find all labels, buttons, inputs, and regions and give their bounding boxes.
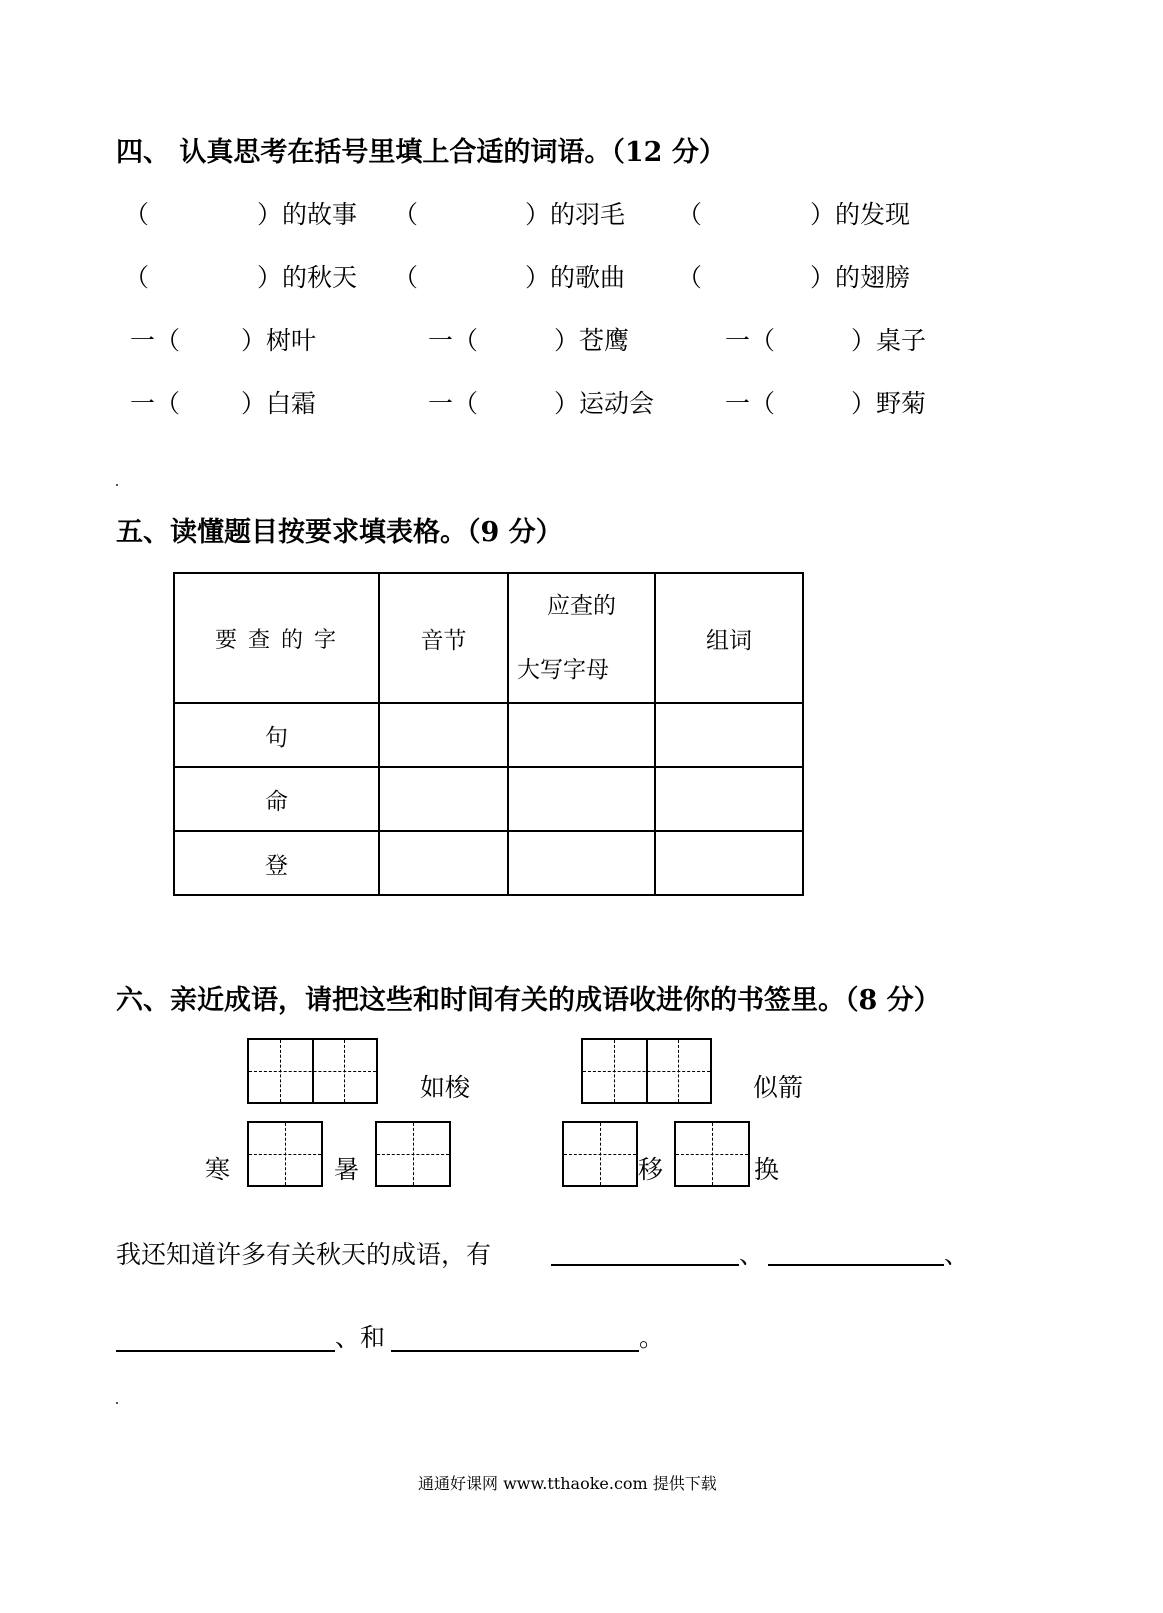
- phrase-tail: ）的翅膀: [810, 263, 911, 292]
- header-syllable: 音节: [379, 573, 508, 703]
- autumn-idioms-prompt: 我还知道许多有关秋天的成语，有: [116, 1240, 492, 1269]
- paren-open: （: [677, 263, 703, 292]
- paren-open: （: [124, 200, 150, 229]
- lookup-table: [173, 572, 804, 896]
- table-cell-word[interactable]: [655, 767, 803, 831]
- phrase-tail: ）的故事: [257, 200, 358, 229]
- table-cell-char: 命: [174, 767, 379, 831]
- stray-dot: [116, 484, 118, 486]
- header-char: 要 查 的 字: [174, 573, 379, 703]
- table-cell-capital[interactable]: [508, 767, 655, 831]
- idiom-4-char-b: 换: [754, 1155, 780, 1184]
- footer-credit: 通通好课网 www.tthaoke.com 提供下载: [418, 1474, 717, 1493]
- phrase-tail: ）的羽毛: [525, 200, 626, 229]
- phrase-tail: ）的发现: [810, 200, 911, 229]
- separator-1: 、: [739, 1240, 765, 1269]
- table-cell-char: 句: [174, 703, 379, 767]
- measure-word-tail: ）桌子: [851, 326, 927, 355]
- idiom-3-char-a: 寒: [205, 1155, 231, 1184]
- header-capital-line2: 大写字母: [517, 657, 609, 683]
- header-word: 组词: [655, 573, 803, 703]
- paren-open: （: [677, 200, 703, 229]
- measure-word-tail: ）树叶: [241, 326, 317, 355]
- idiom-3-char-b: 暑: [334, 1155, 360, 1184]
- table-cell-syllable[interactable]: [379, 831, 508, 895]
- idiom-3-box-2[interactable]: [375, 1121, 451, 1187]
- idiom-2-tail: 似箭: [753, 1073, 804, 1102]
- fill-row-2: [0, 258, 1163, 298]
- measure-word-open: 一（: [725, 389, 776, 418]
- table-row: [174, 831, 803, 895]
- table-cell-capital[interactable]: [508, 703, 655, 767]
- idiom-1-tail: 如梭: [420, 1073, 471, 1102]
- idiom-4-char-a: 移: [638, 1155, 664, 1184]
- measure-word-tail: ）野菊: [851, 389, 927, 418]
- table-cell-word[interactable]: [655, 831, 803, 895]
- phrase-tail: ）的秋天: [257, 263, 358, 292]
- table-row: [174, 703, 803, 767]
- table-cell-syllable[interactable]: [379, 703, 508, 767]
- measure-word-tail: ）运动会: [554, 389, 655, 418]
- separator-2: 、: [944, 1240, 970, 1269]
- answer-blank-3[interactable]: [116, 1350, 335, 1352]
- idiom-3-box-1[interactable]: [247, 1121, 323, 1187]
- table-cell-syllable[interactable]: [379, 767, 508, 831]
- paren-open: （: [393, 263, 419, 292]
- answer-blank-2[interactable]: [768, 1264, 944, 1266]
- idiom-4-box-2[interactable]: [674, 1121, 750, 1187]
- answer-blank-1[interactable]: [551, 1264, 739, 1266]
- header-capital-line1: 应查的: [547, 593, 616, 619]
- measure-word-tail: ）苍鹰: [554, 326, 630, 355]
- table-cell-char: 登: [174, 831, 379, 895]
- paren-open: （: [393, 200, 419, 229]
- idiom-4-box-1[interactable]: [562, 1121, 638, 1187]
- phrase-tail: ）的歌曲: [525, 263, 626, 292]
- table-row: [174, 767, 803, 831]
- measure-word-tail: ）白霜: [241, 389, 317, 418]
- answer-blank-4[interactable]: [391, 1350, 639, 1352]
- separator-3: 、和: [335, 1323, 386, 1352]
- sentence-end: 。: [639, 1323, 665, 1352]
- measure-word-open: 一（: [428, 389, 479, 418]
- stray-dot: [116, 1402, 118, 1404]
- idiom-1-boxes[interactable]: [247, 1038, 378, 1104]
- table-cell-word[interactable]: [655, 703, 803, 767]
- measure-word-open: 一（: [428, 326, 479, 355]
- section-6-heading: 六、亲近成语，请把这些和时间有关的成语收进你的书签里。（8 分）: [116, 985, 941, 1016]
- fill-row-1: [0, 195, 1163, 235]
- fill-row-4: [0, 384, 1163, 424]
- section-4-heading: 四、 认真思考在括号里填上合适的词语。（12 分）: [116, 137, 726, 168]
- measure-word-open: 一（: [725, 326, 776, 355]
- measure-word-open: 一（: [130, 389, 181, 418]
- section-5-heading: 五、读懂题目按要求填表格。（9 分）: [116, 517, 563, 548]
- fill-row-3: [0, 321, 1163, 361]
- header-capital-letter: [508, 573, 655, 703]
- measure-word-open: 一（: [130, 326, 181, 355]
- idiom-2-boxes[interactable]: [581, 1038, 712, 1104]
- table-cell-capital[interactable]: [508, 831, 655, 895]
- paren-open: （: [124, 263, 150, 292]
